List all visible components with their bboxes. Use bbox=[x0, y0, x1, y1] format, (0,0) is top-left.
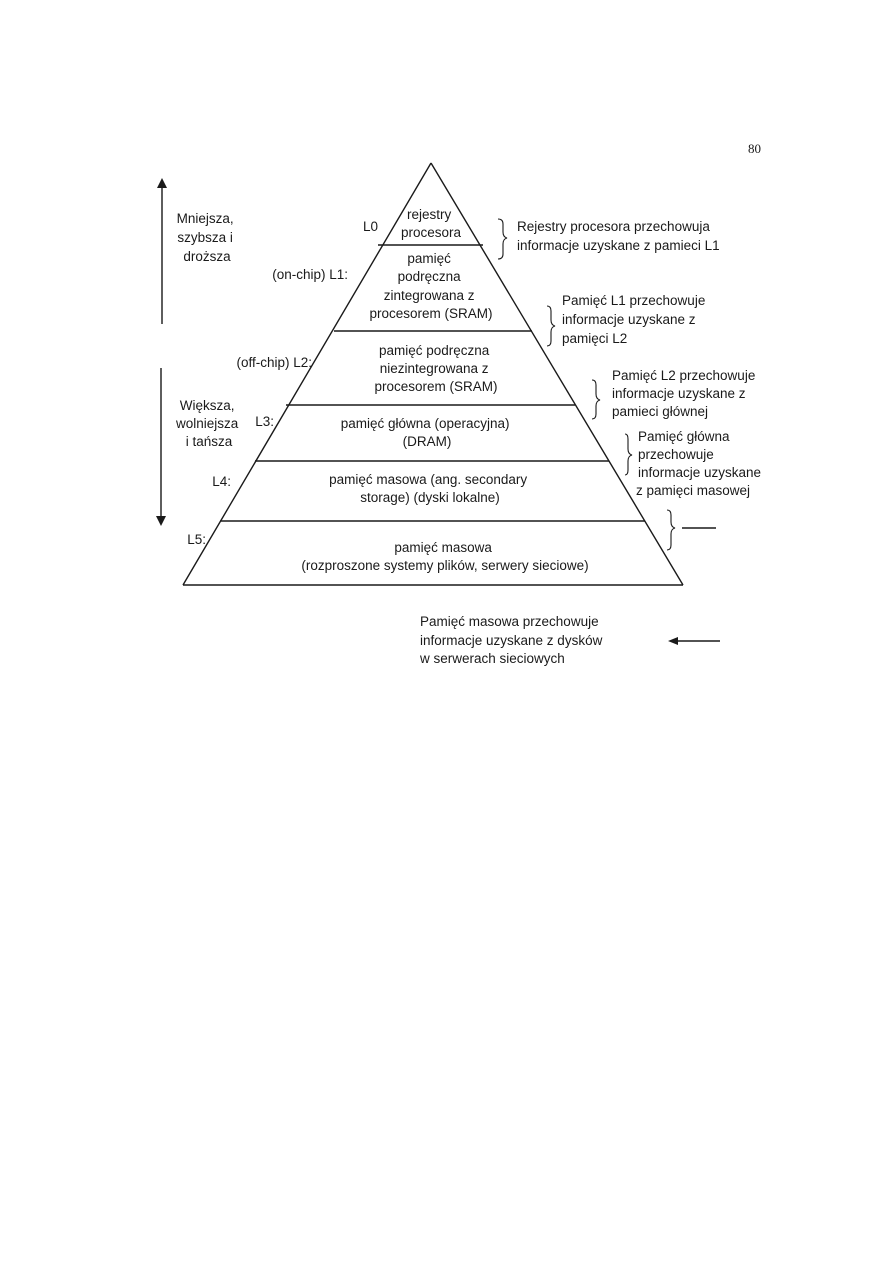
down-arrow-icon bbox=[156, 516, 166, 526]
level-note-l3: Pamięć główna przechowuje informacje uzyskane z pamięci masowej bbox=[636, 429, 762, 498]
level-content-l0: rejestry procesora bbox=[400, 207, 462, 240]
right-braces bbox=[498, 219, 716, 550]
level-content-l5: pamięć masowa (rozproszone systemy plików, serwery sieciowe) bbox=[301, 540, 589, 573]
left-arrow-icon bbox=[668, 637, 678, 645]
brace-l1 bbox=[547, 306, 555, 346]
speed-cost-arrows bbox=[156, 178, 167, 526]
brace-l2 bbox=[592, 380, 600, 419]
side-label-top: Mniejsza, szybsza i droższa bbox=[176, 211, 234, 264]
level-label-l0: L0 bbox=[362, 219, 378, 234]
level-label-l1: (on-chip) L1: bbox=[272, 267, 348, 282]
level-note-l1: Pamięć L1 przechowuje informacje uzyskane z pamięci L2 bbox=[562, 293, 706, 346]
level-label-l3: L3: bbox=[255, 414, 274, 429]
level-note-l0: Rejestry procesora przechowuja informacje uzyskane z pamieci L1 bbox=[517, 219, 720, 253]
bottom-note: Pamięć masowa przechowuje informacje uzyskane z dysków w serwerach sieciowych bbox=[420, 614, 603, 666]
level-content-l4: pamięć masowa (ang. secondary storage) (dyski lokalne) bbox=[329, 472, 528, 505]
level-label-l2: (off-chip) L2: bbox=[236, 355, 312, 370]
level-content-l2: pamięć podręczna niezintegrowana z procesorem (SRAM) bbox=[374, 343, 498, 394]
level-content-l3: pamięć główna (operacyjna) (DRAM) bbox=[340, 416, 510, 449]
page-number: 80 bbox=[748, 141, 761, 156]
brace-l0 bbox=[498, 219, 507, 259]
side-label-bottom: Większa, wolniejsza i tańsza bbox=[175, 398, 239, 449]
level-content-l1: pamięć podręczna zintegrowana z procesorem (SRAM) bbox=[369, 251, 493, 321]
brace-l4 bbox=[667, 510, 675, 550]
level-label-l4: L4: bbox=[212, 474, 231, 489]
level-label-l5: L5: bbox=[187, 532, 206, 547]
brace-l3 bbox=[625, 434, 632, 475]
up-arrow-icon bbox=[157, 178, 167, 188]
level-note-l2: Pamięć L2 przechowuje informacje uzyskane z pamieci głównej bbox=[612, 368, 756, 419]
